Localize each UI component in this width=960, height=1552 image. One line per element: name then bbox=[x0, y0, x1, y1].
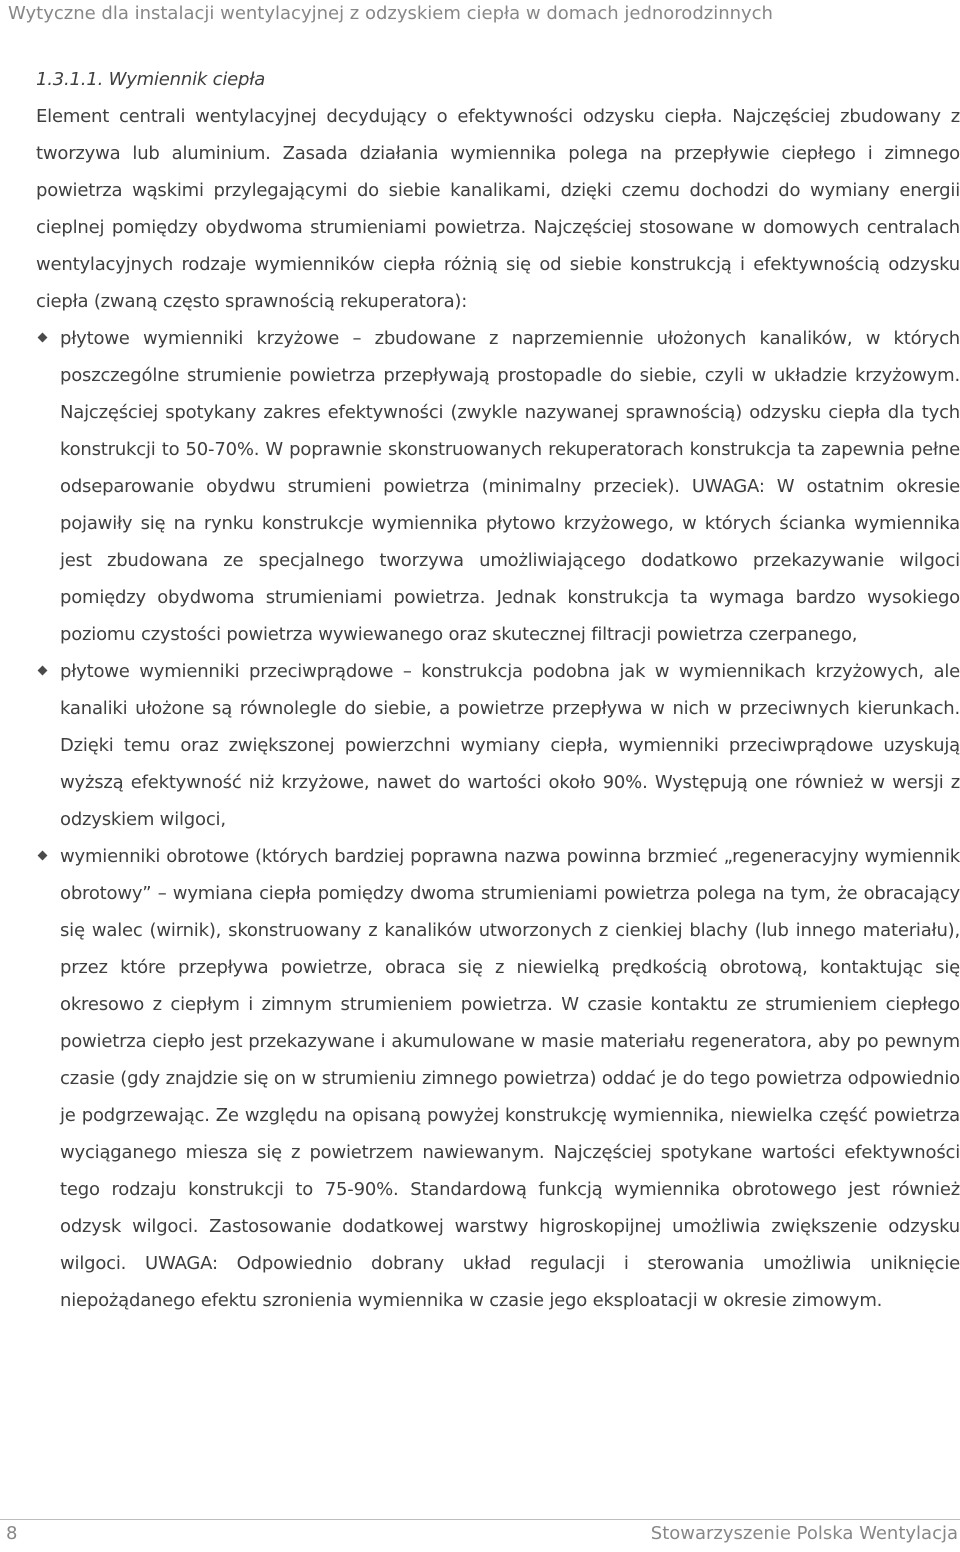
diamond-bullet-icon bbox=[38, 333, 48, 343]
list-item-text: płytowe wymienniki krzyżowe – zbudowane z naprzemiennie ułożonych kanalików, w których poszczególne strumienie powietrza przepływają prostopadle do siebie, czyli w układzie krzyżowym. Najczęściej spotykany zakres efektywności (zwykle nazywanej sprawnością) odzysku ciepła dla tych konstrukcji to 50-70%. W poprawnie skonstruowanych rekuperatorach konstrukcja ta zapewnia pełne odseparowanie obydwu strumieni powietrza (minimalny przeciek). UWAGA: W ostatnim okresie pojawiły się na rynku konstrukcje wymiennika płytowo krzyżowego, w których ścianka wymiennika jest zbudowana ze specjalnego tworzywa umożliwiającego dodatkowo przekazywanie wilgoci pomiędzy obydwoma strumieniami powietrza. Jednak konstrukcja ta wymaga bardzo wysokiego poziomu czystości powietrza wywiewanego oraz skutecznej filtracji powietrza czerpanego, bbox=[60, 328, 960, 645]
section-heading: 1.3.1.1. Wymiennik ciepła bbox=[36, 69, 266, 90]
intro-paragraph: Element centrali wentylacyjnej decydujący o efektywności odzysku ciepła. Najczęściej zbudowany z tworzywa lub aluminium. Zasada działania wymiennika polega na przepływie ciepłego i zimnego powietrza wąskimi przylegającymi do siebie kanalikami, dzięki czemu dochodzi do wymiany energii cieplnej pomiędzy obydwoma strumieniami powietrza. Najczęściej stosowane w domowych centralach wentylacyjnych rodzaje wymienników ciepła różnią się od siebie konstrukcją i efektywnością odzysku ciepła (zwaną często sprawnością rekuperatora): bbox=[36, 106, 960, 312]
footer-divider bbox=[0, 1519, 960, 1520]
list-item-text: płytowe wymienniki przeciwprądowe – konstrukcja podobna jak w wymiennikach krzyżowych, ale kanaliki ułożone są równolegle do siebie, a powietrze przepływa w nich w przeciwnych kierunkach. Dzięki temu oraz zwiększonej powierzchni wymiany ciepła, wymienniki przeciwprądowe uzyskują wyższą efektywność niż krzyżowe, nawet do wartości około 90%. Występują one również w wersji z odzyskiem wilgoci, bbox=[60, 661, 960, 830]
list-item-text: wymienniki obrotowe (których bardziej poprawna nazwa powinna brzmieć „regeneracyjny wymiennik obrotowy” – wymiana ciepła pomiędzy dwoma strumieniami powietrza polega na tym, że obracający się walec (wirnik), skonstruowany z kanalików utworzonych z cienkiej blachy (lub innego materiału), przez które przepływa powietrze, obraca się z niewielką prędkością obrotową, kontaktując się okresowo z ciepłym i zimnym strumieniem powietrza. W czasie kontaktu ze strumieniem ciepłego powietrza ciepło jest przekazywane i akumulowane w masie materiału regeneratora, aby po pewnym czasie (gdy znajdzie się on w strumieniu zimnego powietrza) oddać je do tego powietrza odpowiednio je podgrzewając. Ze względu na opisaną powyżej konstrukcję wymiennika, niewielka część powietrza wyciąganego miesza się z powietrzem nawiewanym. Najczęściej spotykane wartości efektywności tego rodzaju konstrukcji to 75-90%. Standardową funkcją wymiennika obrotowego jest również odzysk wilgoci. Zastosowanie dodatkowej warstwy higroskopijnej umożliwia zwiększenie odzysku wilgoci. UWAGA: Odpowiednio dobrany układ regulacji i sterowania umożliwia uniknięcie niepożądanego efektu szronienia wymiennika w czasie jego eksploatacji w okresie zimowym. bbox=[60, 846, 960, 1311]
running-header: Wytyczne dla instalacji wentylacyjnej z odzyskiem ciepła w domach jednorodzinnych bbox=[8, 3, 773, 24]
main-content bbox=[36, 61, 960, 1319]
diamond-bullet-icon bbox=[38, 851, 48, 861]
exchanger-types-list bbox=[36, 320, 960, 1319]
footer-organization: Stowarzyszenie Polska Wentylacja bbox=[650, 1523, 958, 1544]
list-item-counterflow bbox=[36, 653, 960, 838]
list-item-crossflow bbox=[36, 320, 960, 653]
diamond-bullet-icon bbox=[38, 666, 48, 676]
page-number: 8 bbox=[6, 1523, 18, 1544]
list-item-rotary bbox=[36, 838, 960, 1319]
